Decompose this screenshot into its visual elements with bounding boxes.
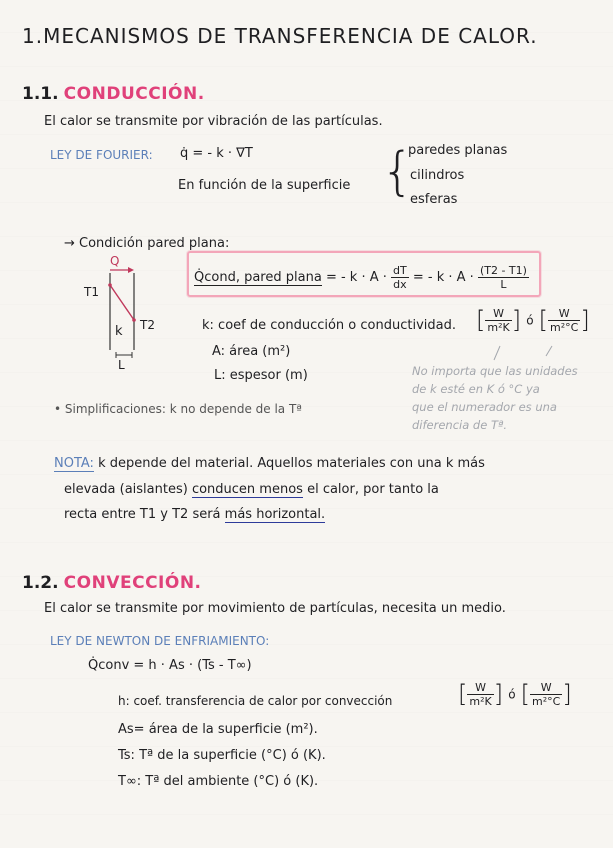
funcion-superficie-label: En función de la superficie	[178, 178, 351, 193]
newton-label: LEY DE NEWTON DE ENFRIAMIENTO:	[50, 634, 270, 648]
page-title: 1.MECANISMOS DE TRANSFERENCIA DE CALOR.	[22, 24, 538, 48]
section-number: 1.1.	[22, 84, 59, 104]
newton-formula: Q̇conv = h · As · (Ts - T∞)	[88, 658, 252, 673]
gray-note-line: que el numerador es una	[412, 400, 557, 414]
superficie-item: esferas	[410, 192, 458, 207]
curly-brace-icon: {	[381, 142, 415, 202]
section-heading-conduccion	[22, 84, 205, 104]
diagram-q-label: Q	[110, 254, 120, 268]
gray-note-line: de k esté en K ó °C ya	[412, 382, 540, 396]
fourier-formula: q̇ = - k · ∇T	[180, 146, 253, 161]
nota-line-3: recta entre T1 y T2 será más horizontal.	[64, 507, 326, 522]
section-title: CONVECCIÓN.	[63, 573, 202, 593]
superficie-item: paredes planas	[408, 143, 508, 158]
gray-note-line: No importa que las unidades	[412, 364, 578, 378]
section-title: CONDUCCIÓN.	[63, 84, 205, 104]
l-definition: L: espesor (m)	[214, 368, 308, 383]
conduction-formula: Q̇cond, pared plana = - k · A · $\frac{dT}{dx}$ = - k · A · $\frac{(T2 - T1)}{L}$	[194, 264, 527, 291]
h-units: [ $\frac{W}{\text{m²K}}$ ] ó [ $\frac{W}{\text{m²°C}}$ ]	[458, 680, 572, 708]
section-heading-conveccion	[22, 573, 202, 593]
section-number: 1.2.	[22, 573, 59, 593]
nota-line-2: elevada (aislantes) conducen menos el calor, por tanto la	[64, 482, 439, 497]
arrow-icon	[490, 344, 580, 364]
diagram-k-label: k	[115, 324, 123, 339]
k-units: [ $\frac{W}{\text{m²K}}$ ] ó [ $\frac{W}{\text{m²°C}}$ ]	[476, 306, 590, 334]
k-definition: k: coef de conducción o conductividad.	[202, 318, 456, 333]
tinf-definition: T∞: Tª del ambiente (°C) ó (K).	[118, 774, 319, 789]
simplificaciones: • Simplificaciones: k no depende de la Tª	[54, 402, 302, 416]
nota-line-1: NOTA: k depende del material. Aquellos materiales con una k más	[54, 456, 485, 471]
diagram-t2-label: T2	[140, 318, 155, 332]
fourier-label: LEY DE FOURIER:	[50, 148, 153, 162]
ts-definition: Ts: Tª de la superficie (°C) ó (K).	[118, 748, 326, 763]
as-definition: As= área de la superficie (m²).	[118, 722, 318, 737]
a-definition: A: área (m²)	[212, 344, 291, 359]
condicion-pared-plana: → Condición pared plana:	[64, 236, 230, 251]
diagram-l-label: L	[118, 358, 125, 372]
conveccion-intro: El calor se transmite por movimiento de partículas, necesita un medio.	[44, 601, 506, 616]
h-definition: h: coef. transferencia de calor por convección	[118, 694, 393, 708]
superficie-item: cilindros	[410, 168, 465, 183]
conduccion-intro: El calor se transmite por vibración de las partículas.	[44, 114, 383, 129]
pared-plana-diagram	[80, 255, 170, 370]
diagram-t1-label: T1	[84, 285, 99, 299]
gray-note-line: diferencia de Tª.	[412, 418, 508, 432]
